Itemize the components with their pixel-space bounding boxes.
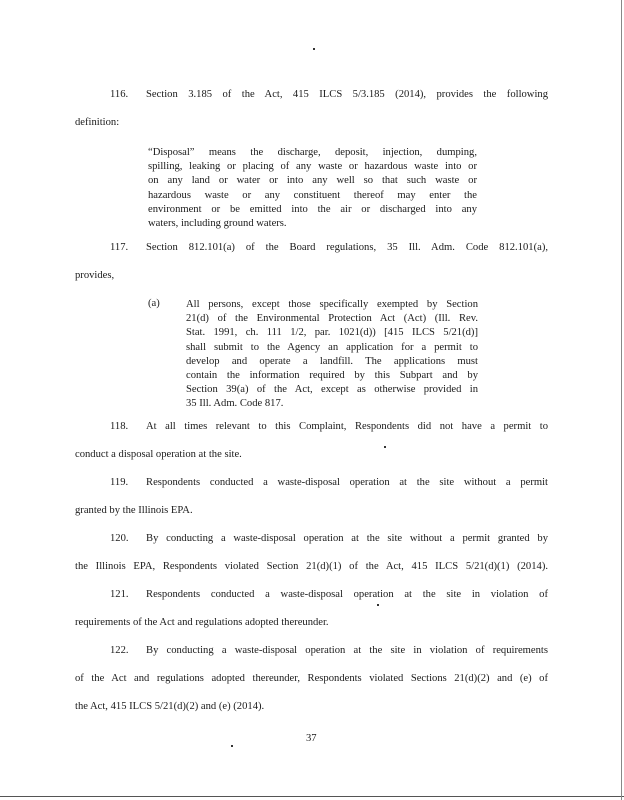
paragraph-117-line-2: provides,: [75, 270, 115, 281]
quote-line: spilling, leaking or placing of any waste or hazardous waste into or: [148, 161, 477, 173]
quote-line: environment or be emitted into the air or discharged into any: [148, 203, 477, 215]
quote-line: on any land or water or into any well so that such waste or: [148, 175, 477, 187]
scan-border-bottom: [0, 796, 624, 797]
paragraph-122-line-2: of the Act and regulations adopted thereunder, Respondents violated Sections 21(d)(2) and (e) of: [75, 673, 548, 684]
scan-speck: [313, 48, 315, 50]
paragraph-number: 122.: [110, 645, 129, 656]
quote-line: 21(d) of the Environmental Protection Act (Act) (Ill. Rev.: [186, 313, 478, 325]
paragraph-122-line-3: the Act, 415 ILCS 5/21(d)(2) and (e) (2014).: [75, 701, 265, 712]
paragraph-118-line-1: At all times relevant to this Complaint, Respondents did not have a permit to: [146, 421, 548, 432]
block-quote-disposal-definition: [148, 146, 477, 231]
quote-line: Stat. 1991, ch. 111 1/2, par. 1021(d)) [415 ILCS 5/21(d)]: [186, 327, 478, 339]
page-number: 37: [306, 733, 317, 744]
quote-line: hazardous waste or any constituent thereof may enter the: [148, 189, 477, 201]
subsection-marker: (a): [148, 298, 160, 309]
paragraph-number: 118.: [110, 421, 129, 432]
quote-line: 35 Ill. Adm. Code 817.: [186, 398, 284, 410]
paragraph-120-line-2: the Illinois EPA, Respondents violated Section 21(d)(1) of the Act, 415 ILCS 5/21(d)(1) (2014).: [75, 561, 548, 572]
quote-line: Section 39(a) of the Act, except as otherwise provided in: [186, 384, 478, 396]
scan-speck: [377, 604, 379, 606]
paragraph-118-line-2: conduct a disposal operation at the site.: [75, 449, 242, 460]
paragraph-117-line-1: Section 812.101(a) of the Board regulations, 35 Ill. Adm. Code 812.101(a),: [146, 242, 548, 253]
paragraph-121-line-2: requirements of the Act and regulations adopted thereunder.: [75, 617, 329, 628]
paragraph-number: 121.: [110, 589, 129, 600]
quote-line: “Disposal” means the discharge, deposit, injection, dumping,: [148, 147, 477, 158]
paragraph-119-line-2: granted by the Illinois EPA.: [75, 505, 193, 516]
paragraph-119-line-1: Respondents conducted a waste-disposal operation at the site without a permit: [146, 477, 548, 488]
quote-line: waters, including ground waters.: [148, 217, 287, 229]
quote-line: All persons, except those specifically exempted by Section: [186, 299, 478, 310]
paragraph-116-line-1: Section 3.185 of the Act, 415 ILCS 5/3.185 (2014), provides the following: [146, 89, 548, 100]
scan-speck: [384, 446, 386, 448]
paragraph-number: 116.: [110, 89, 129, 100]
paragraph-116-line-2: definition:: [75, 117, 120, 128]
scan-border-right: [621, 0, 622, 800]
quote-line: contain the information required by this Subpart and by: [186, 369, 478, 381]
paragraph-120-line-1: By conducting a waste-disposal operation at the site without a permit granted by: [146, 533, 548, 544]
paragraph-number: 120.: [110, 533, 129, 544]
scan-speck: [231, 745, 233, 747]
block-quote-812-101a: [186, 298, 478, 412]
paragraph-number: 119.: [110, 477, 129, 488]
paragraph-number: 117.: [110, 242, 129, 253]
paragraph-122-line-1: By conducting a waste-disposal operation at the site in violation of requirements: [146, 645, 548, 656]
paragraph-121-line-1: Respondents conducted a waste-disposal operation at the site in violation of: [146, 589, 548, 600]
quote-line: shall submit to the Agency an application for a permit to: [186, 341, 478, 353]
quote-line: develop and operate a landfill. The applications must: [186, 355, 478, 367]
